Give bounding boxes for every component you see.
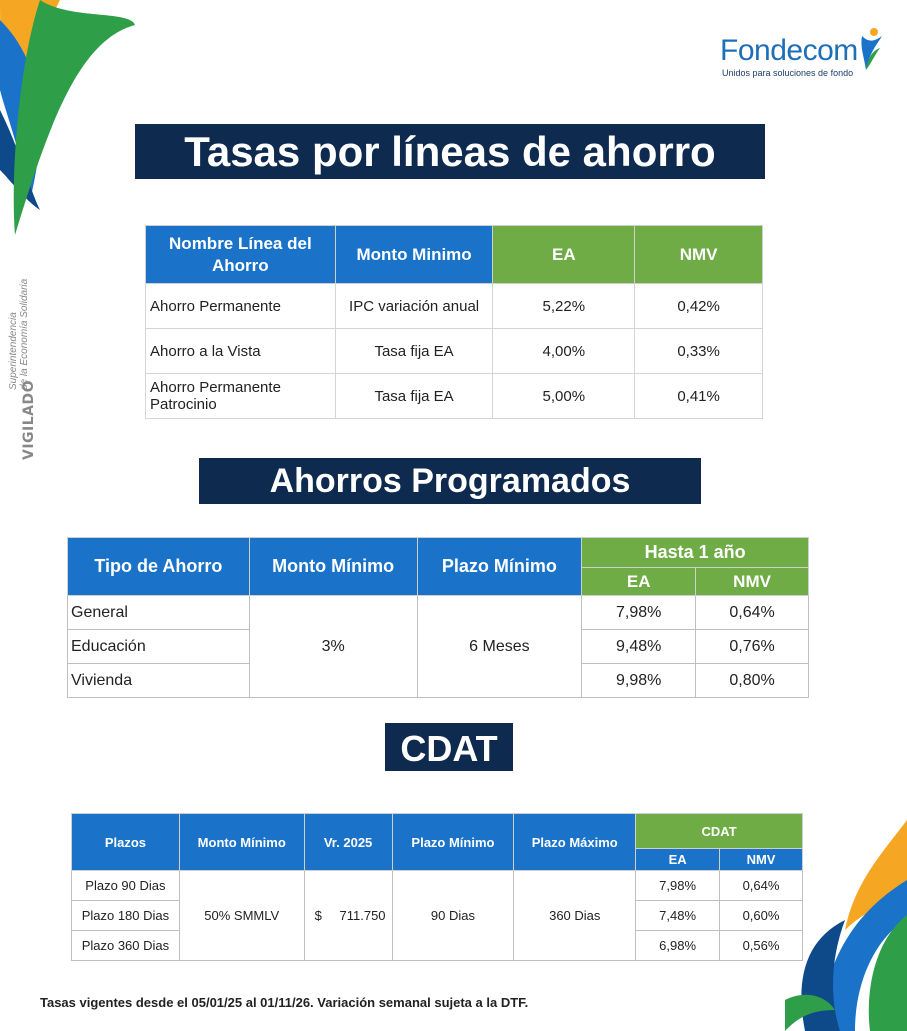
cell-plazo-minimo: 6 Meses [417, 596, 582, 698]
cell-monto: Tasa fija EA [335, 374, 493, 419]
cell-nmv: 0,80% [696, 664, 809, 698]
decorative-leaves-top-left [0, 0, 140, 240]
savings-lines-table [145, 225, 763, 419]
header-hasta-1-ano: Hasta 1 año [582, 538, 809, 568]
cell-nmv: 0,64% [696, 596, 809, 630]
cell-ea: 7,48% [636, 901, 720, 931]
header-plazo-minimo: Plazo Mínimo [417, 538, 582, 596]
cell-nombre: Ahorro a la Vista [146, 329, 336, 374]
cell-ea: 4,00% [493, 329, 635, 374]
cell-ea: 7,98% [636, 871, 720, 901]
cell-ea: 9,48% [582, 630, 696, 664]
cell-nmv: 0,42% [635, 284, 763, 329]
table-row [72, 871, 803, 901]
cell-tipo: Vivienda [68, 664, 250, 698]
cell-monto: Tasa fija EA [335, 329, 493, 374]
header-nmv: NMV [720, 849, 803, 871]
cell-ea: 7,98% [582, 596, 696, 630]
table-header-row [146, 226, 763, 284]
header-plazo-maximo: Plazo Máximo [514, 814, 636, 871]
cell-tipo: General [68, 596, 250, 630]
header-tipo-ahorro: Tipo de Ahorro [68, 538, 250, 596]
section3-title: CDAT [385, 723, 513, 771]
header-nombre-linea: Nombre Línea del Ahorro [146, 226, 336, 284]
vr-currency: $ [314, 908, 322, 923]
cell-nmv: 0,33% [635, 329, 763, 374]
fondecom-logo [720, 30, 890, 90]
cell-ea: 5,22% [493, 284, 635, 329]
logo-figure-icon [852, 26, 884, 72]
cell-plazo: Plazo 180 Dias [72, 901, 180, 931]
table-row [68, 596, 809, 630]
cell-plazo-maximo: 360 Dias [514, 871, 636, 961]
cell-vr-2025 [304, 871, 392, 961]
header-ea: EA [636, 849, 720, 871]
header-plazos: Plazos [72, 814, 180, 871]
decorative-leaves-bottom-right [785, 820, 907, 1031]
cell-nombre: Ahorro Permanente [146, 284, 336, 329]
cell-nmv: 0,64% [720, 871, 803, 901]
cell-nmv: 0,41% [635, 374, 763, 419]
cell-monto: IPC variación anual [335, 284, 493, 329]
cell-ea: 6,98% [636, 931, 720, 961]
cell-tipo: Educación [68, 630, 250, 664]
cell-nmv: 0,60% [720, 901, 803, 931]
vr-value: 711.750 [339, 908, 386, 923]
table-row [146, 329, 763, 374]
vigilado-entity: Superintendencia de la Economía Solidaria [8, 278, 30, 390]
vigilado-label: VIGILADO [21, 379, 37, 460]
cell-nombre: Ahorro Permanente Patrocinio [146, 374, 336, 419]
header-vr-2025: Vr. 2025 [304, 814, 392, 871]
header-nmv: NMV [696, 568, 809, 596]
programmed-savings-table [67, 537, 809, 698]
cell-ea: 9,98% [582, 664, 696, 698]
table-row [146, 284, 763, 329]
header-ea: EA [582, 568, 696, 596]
cell-plazo: Plazo 360 Dias [72, 931, 180, 961]
section2-title: Ahorros Programados [199, 458, 701, 504]
header-monto-minimo: Monto Mínimo [179, 814, 304, 871]
vigilado-supersolidaria [8, 278, 38, 460]
logo-name: Fondecom [720, 34, 858, 67]
section1-title: Tasas por líneas de ahorro [135, 124, 765, 179]
logo-tagline: Unidos para soluciones de fondo [722, 68, 854, 78]
header-cdat: CDAT [636, 814, 803, 849]
table-row [146, 374, 763, 419]
cell-monto-minimo: 50% SMMLV [179, 871, 304, 961]
cell-nmv: 0,56% [720, 931, 803, 961]
cdat-table [71, 813, 803, 961]
cell-plazo: Plazo 90 Dias [72, 871, 180, 901]
footnote: Tasas vigentes desde el 05/01/25 al 01/11/26. Variación semanal sujeta a la DTF. [40, 995, 529, 1010]
cell-plazo-minimo: 90 Dias [392, 871, 514, 961]
cell-monto-minimo: 3% [249, 596, 417, 698]
header-ea: EA [493, 226, 635, 284]
header-plazo-minimo: Plazo Mínimo [392, 814, 514, 871]
header-monto-minimo: Monto Minimo [335, 226, 493, 284]
cell-ea: 5,00% [493, 374, 635, 419]
header-nmv: NMV [635, 226, 763, 284]
cell-nmv: 0,76% [696, 630, 809, 664]
header-monto-minimo: Monto Mínimo [249, 538, 417, 596]
